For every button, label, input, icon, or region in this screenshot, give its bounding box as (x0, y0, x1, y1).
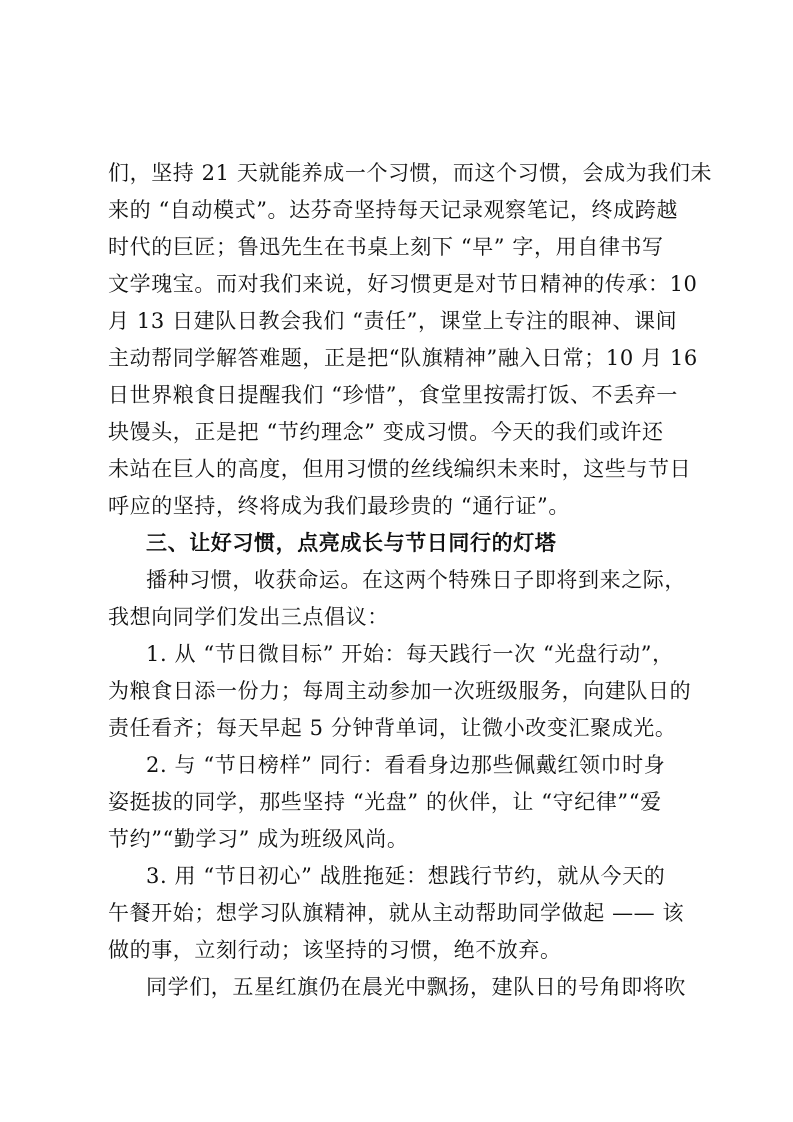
list-item-line: 为粮食日添一份力；每周主动参加一次班级服务，向建队日的 (108, 679, 692, 703)
paragraph-line: 们，坚持 21 天就能养成一个习惯，而这个习惯，会成为我们未 (108, 161, 713, 185)
paragraph-line: 呼应的坚持，终将成为我们最珍贵的 “通行证”。 (108, 494, 570, 518)
paragraph-line: 文学瑰宝。而对我们来说，好习惯更是对节日精神的传承：10 (108, 272, 698, 296)
paragraph-line: 播种习惯，收获命运。在这两个特殊日子即将到来之际， (146, 568, 686, 592)
paragraph-line: 同学们，五星红旗仍在晨光中飘扬，建队日的号角即将吹 (146, 975, 686, 999)
list-item-line: 节约”“勤学习” 成为班级风尚。 (108, 827, 409, 851)
paragraph-line: 日世界粮食日提醒我们 “珍惜”，食堂里按需打饭、不丢弃一 (108, 383, 678, 407)
list-item-line: 2. 与 “节日榜样” 同行：看看身边那些佩戴红领巾时身 (146, 753, 666, 777)
paragraph-line: 时代的巨匠；鲁迅先生在书桌上刻下 “早” 字，用自律书写 (108, 235, 664, 259)
paragraph-line: 月 13 日建队日教会我们 “责任”，课堂上专注的眼神、课间 (108, 309, 678, 333)
paragraph-line: 我想向同学们发出三点倡议： (108, 605, 389, 629)
list-item-line: 做的事，立刻行动；该坚持的习惯，绝不放弃。 (108, 938, 562, 962)
paragraph-line: 未站在巨人的高度，但用习惯的丝线编织未来时，这些与节日 (108, 457, 692, 481)
paragraph-line: 块馒头，正是把 “节约理念” 变成习惯。今天的我们或许还 (108, 420, 664, 444)
list-item-line: 1. 从 “节日微目标” 开始：每天践行一次 “光盘行动”， (146, 642, 674, 666)
list-item-line: 姿挺拔的同学，那些坚持 “光盘” 的伙伴，让 “守纪律”“爱 (108, 790, 662, 814)
list-item-line: 3. 用 “节日初心” 战胜拖延：想践行节约，就从今天的 (146, 864, 666, 888)
paragraph-line: 主动帮同学解答难题，正是把“队旗精神”融入日常；10 月 16 (108, 346, 698, 370)
paragraph-line: 来的 “自动模式”。达芬奇坚持每天记录观察笔记，终成跨越 (108, 198, 678, 222)
list-item-line: 午餐开始；想学习队旗精神，就从主动帮助同学做起 —— 该 (108, 901, 685, 925)
section-heading: 三、让好习惯，点亮成长与节日同行的灯塔 (146, 530, 557, 555)
list-item-line: 责任看齐；每天早起 5 分钟背单词，让微小改变汇聚成光。 (108, 716, 677, 740)
